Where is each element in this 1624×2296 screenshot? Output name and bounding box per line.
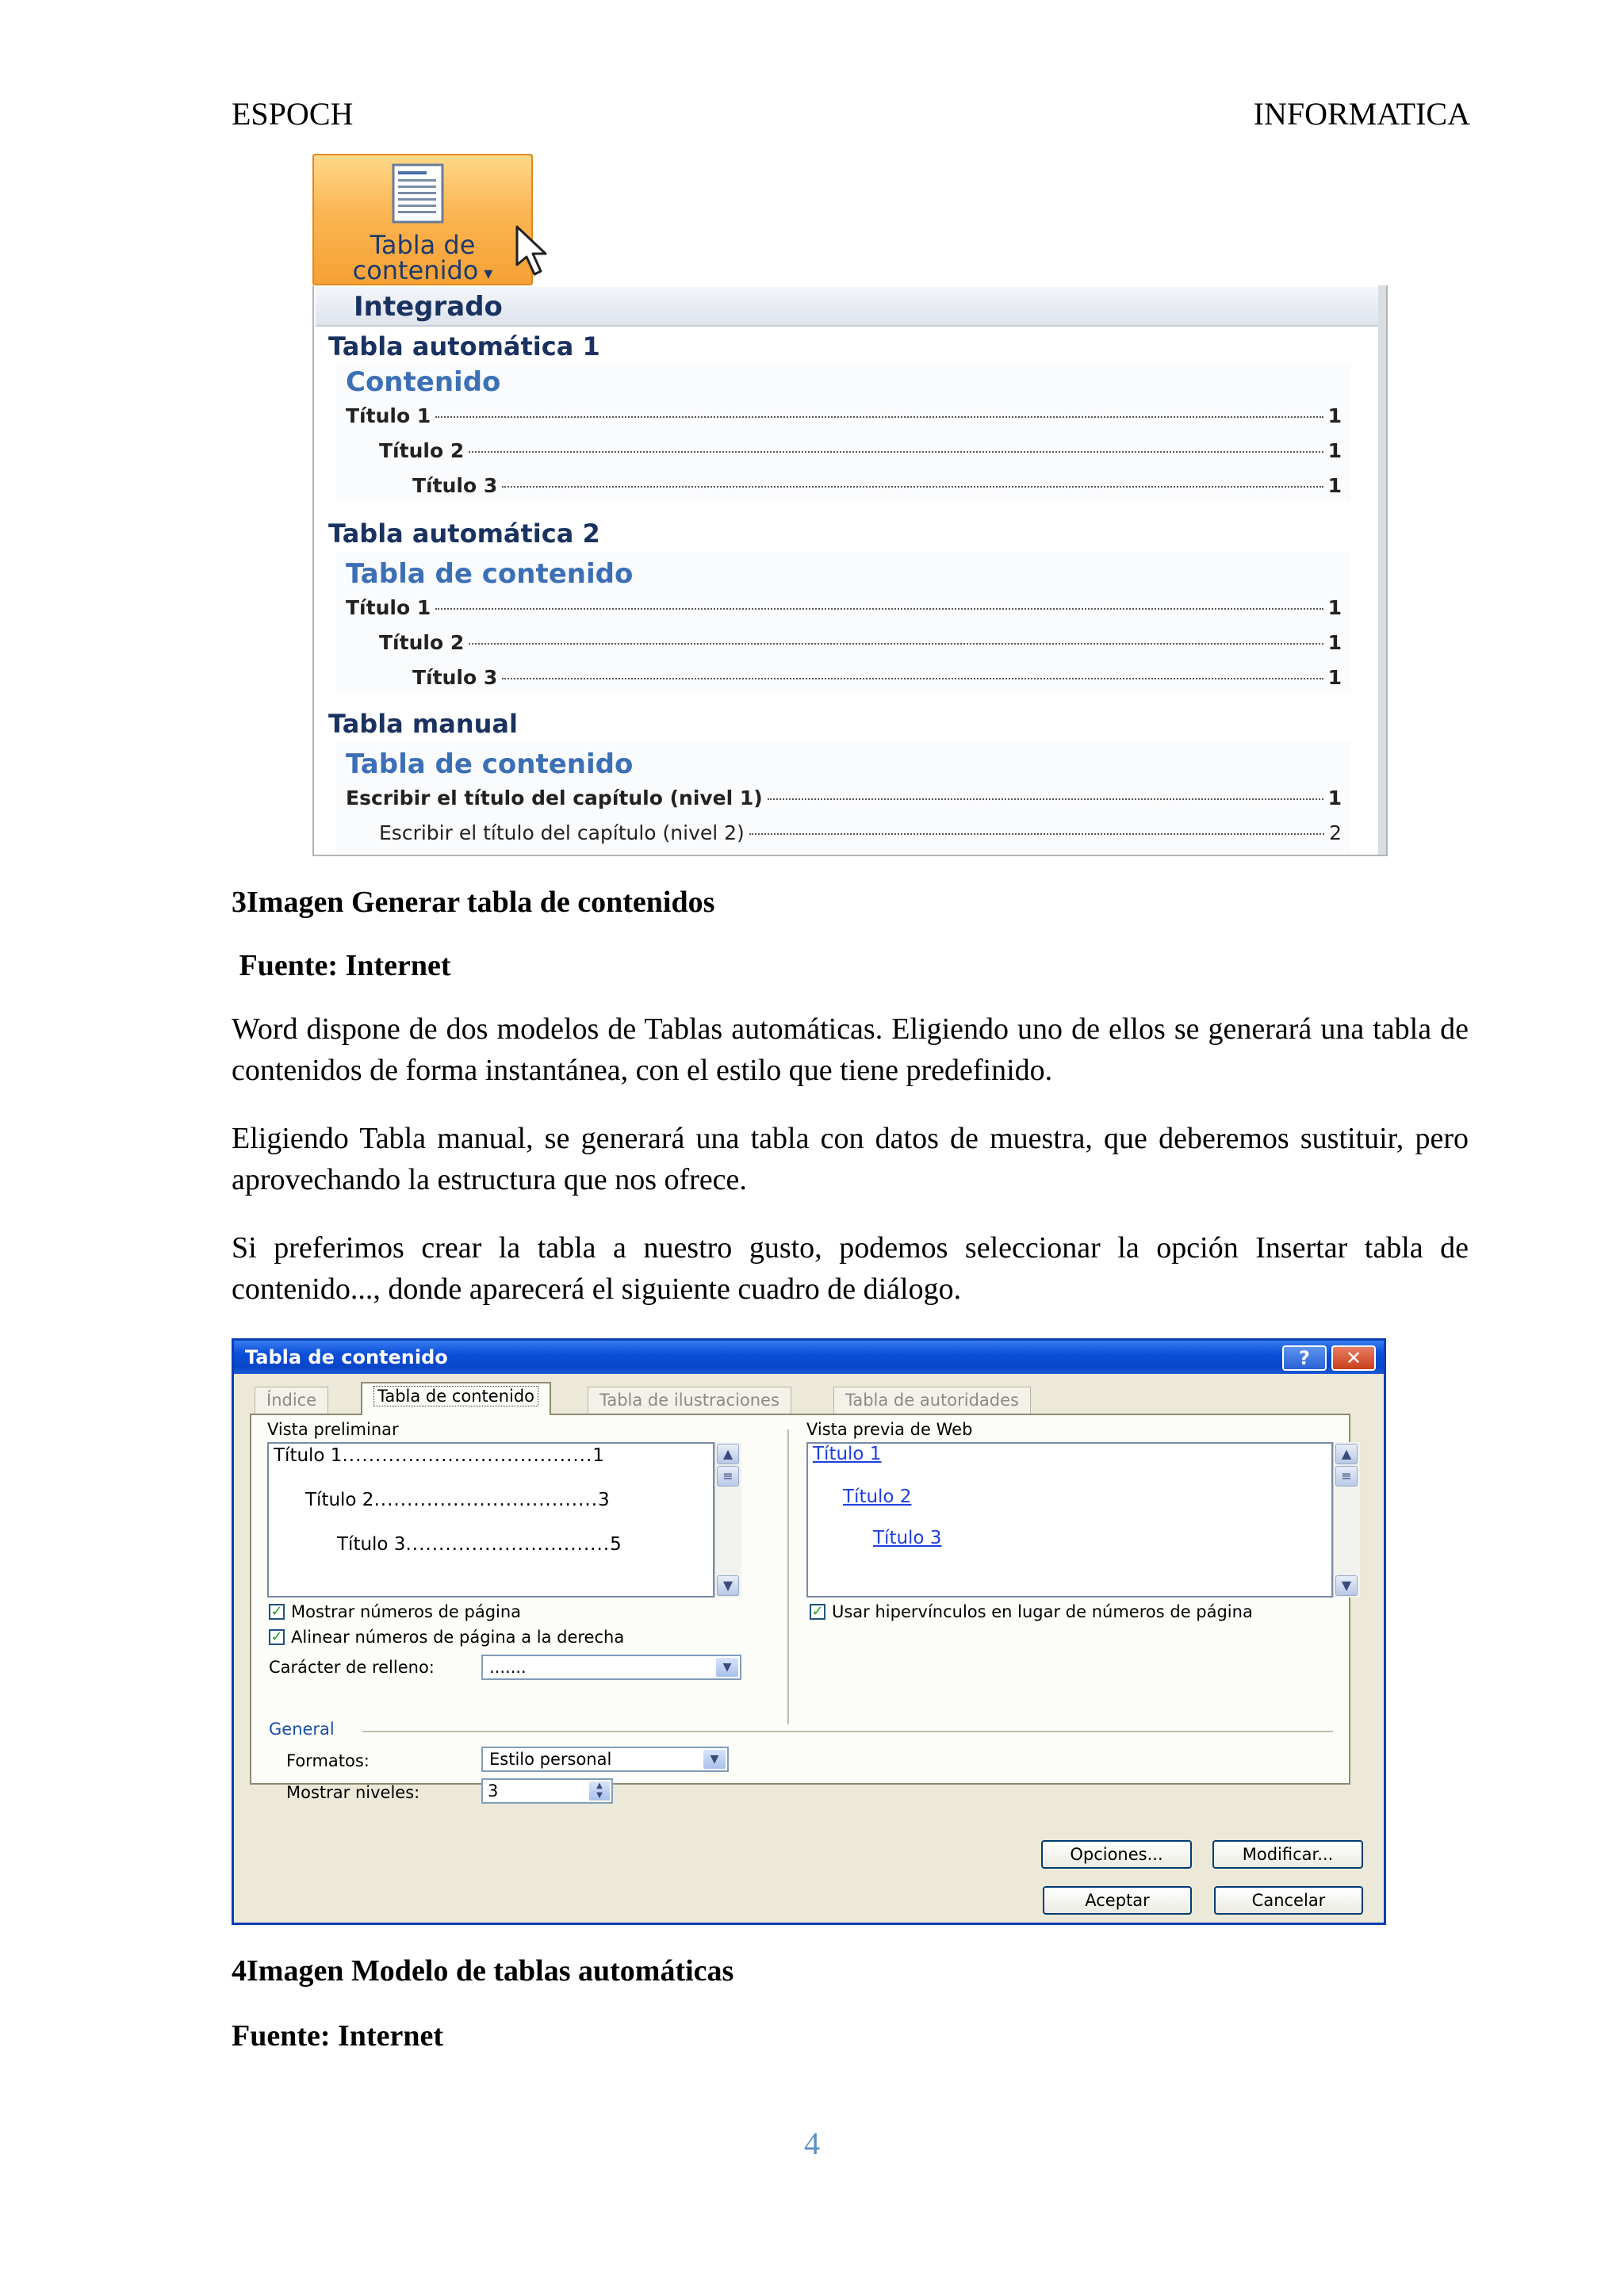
card-title: Tabla de contenido — [346, 558, 634, 590]
horizontal-divider — [362, 1731, 1333, 1732]
web-preview-scrollbar[interactable] — [1333, 1442, 1360, 1598]
scroll-thumb[interactable]: ≡ — [1335, 1466, 1358, 1487]
paragraph-3: Si preferimos crear la tabla a nuestro gusto, podemos seleccionar la opción Insertar tabla de contenido..., donde aparecerá el siguiente cuadro de diálogo. — [232, 1231, 1469, 1306]
web-preview-link[interactable]: Título 1 — [813, 1444, 882, 1464]
help-button[interactable]: ? — [1282, 1345, 1327, 1371]
toc-gallery — [312, 285, 1388, 856]
button-label-line2: contenido ▾ — [314, 257, 531, 288]
tab-authorities[interactable]: Tabla de autoridades — [833, 1387, 1031, 1414]
gallery-heading: Integrado — [316, 287, 1378, 327]
paragraph-1: Word dispone de dos modelos de Tablas automáticas. Eligiendo uno de ellos se generará una tabla de contenidos de forma instantánea, con el estilo que tiene predefinido. — [232, 1012, 1469, 1087]
caption-figure-3-source: Fuente: Internet — [232, 949, 451, 982]
modify-button[interactable]: Modificar... — [1212, 1840, 1363, 1869]
header-left: ESPOCH — [232, 96, 354, 132]
toc-dialog — [232, 1338, 1386, 1925]
show-levels-label: Mostrar niveles: — [286, 1783, 420, 1802]
tab-illustrations[interactable]: Tabla de ilustraciones — [588, 1387, 791, 1414]
show-page-numbers-label: Mostrar números de página — [291, 1602, 522, 1621]
preview-line: Título 2 .................................. 3 — [305, 1490, 610, 1510]
toc-line: Título 1 1 — [346, 404, 1342, 427]
preview-manual[interactable] — [336, 742, 1351, 856]
web-preview-link[interactable]: Título 3 — [873, 1528, 942, 1548]
tab-table-of-contents[interactable]: Tabla de contenido — [361, 1382, 551, 1415]
gallery-scrollbar[interactable] — [1378, 285, 1386, 855]
preview-automatic-2[interactable] — [336, 552, 1351, 695]
tab-leader-label: Carácter de relleno: — [269, 1658, 435, 1677]
page-number: 4 — [804, 2126, 820, 2161]
document-icon — [387, 163, 458, 224]
toc-line: Título 3 1 — [412, 666, 1342, 689]
header-right: INFORMATICA — [1253, 96, 1470, 132]
button-label-line1: Tabla de — [370, 230, 476, 260]
close-button[interactable]: ✕ — [1331, 1345, 1376, 1371]
general-group-label: General — [269, 1720, 335, 1739]
chevron-down-icon: ▼ — [703, 1750, 726, 1769]
dialog-titlebar: Tabla de contenido — [234, 1341, 1384, 1374]
scroll-up-icon[interactable]: ▲ — [717, 1444, 739, 1464]
card-title: Tabla de contenido — [346, 748, 634, 780]
align-right-label: Alinear números de página a la derecha — [291, 1628, 625, 1647]
toc-line: Título 2 1 — [379, 439, 1342, 462]
cancel-button[interactable]: Cancelar — [1214, 1886, 1363, 1915]
formats-label: Formatos: — [286, 1751, 370, 1770]
paragraph-2: Eligiendo Tabla manual, se generará una tabla con datos de muestra, que deberemos sustituir, pero aprovechando la estructura que nos ofrece. — [232, 1122, 1469, 1196]
spinner-arrows-icon[interactable]: ▲ ▼ — [589, 1781, 610, 1800]
vertical-divider — [787, 1429, 789, 1724]
show-page-numbers-checkbox[interactable]: ✓ — [269, 1604, 285, 1620]
web-preview-link[interactable]: Título 2 — [843, 1487, 912, 1507]
align-right-checkbox[interactable]: ✓ — [269, 1629, 285, 1645]
caption-figure-4-source: Fuente: Internet — [232, 2019, 443, 2053]
print-preview-label: Vista preliminar — [267, 1420, 399, 1439]
toc-line: Escribir el título del capítulo (nivel 1) 1 — [346, 786, 1342, 809]
table-of-contents-button[interactable] — [312, 154, 533, 285]
print-preview-box — [267, 1442, 714, 1598]
tab-index[interactable]: Índice — [255, 1387, 328, 1414]
use-hyperlinks-label: Usar hipervínculos en lugar de números de página — [832, 1602, 1253, 1621]
tab-leader-select[interactable]: ....... ▼ — [481, 1655, 741, 1680]
section-manual[interactable]: Tabla manual — [328, 709, 518, 739]
scroll-thumb[interactable]: ≡ — [717, 1466, 739, 1487]
toc-line: Título 2 1 — [379, 631, 1342, 654]
preview-line: Título 1 ...................................... 1 — [274, 1445, 604, 1466]
section-automatic-2[interactable]: Tabla automática 2 — [328, 519, 600, 549]
web-preview-label: Vista previa de Web — [806, 1420, 973, 1439]
web-preview-box — [806, 1442, 1333, 1598]
formats-select[interactable]: Estilo personal ▼ — [481, 1747, 729, 1772]
toc-line: Título 3 1 — [412, 474, 1342, 497]
show-levels-spinner[interactable]: 3 ▲ ▼ — [481, 1778, 613, 1804]
mouse-cursor-icon — [514, 225, 558, 277]
scroll-up-icon[interactable]: ▲ — [1335, 1444, 1358, 1464]
use-hyperlinks-checkbox[interactable]: ✓ — [810, 1604, 825, 1620]
preview-line: Título 3 ............................... 5 — [337, 1534, 622, 1555]
chevron-down-icon: ▼ — [716, 1658, 738, 1677]
options-button[interactable]: Opciones... — [1041, 1840, 1192, 1869]
card-title: Contenido — [346, 366, 501, 398]
ok-button[interactable]: Aceptar — [1043, 1886, 1192, 1915]
toc-line: Escribir el título del capítulo (nivel 2) 2 — [379, 821, 1342, 844]
scroll-down-icon[interactable]: ▼ — [1335, 1575, 1358, 1596]
tab-panel — [250, 1414, 1352, 1864]
caption-figure-4: 4Imagen Modelo de tablas automáticas — [232, 1954, 734, 1988]
section-automatic-1[interactable]: Tabla automática 1 — [328, 331, 600, 362]
preview-automatic-1[interactable] — [336, 363, 1351, 503]
print-preview-scrollbar[interactable] — [714, 1442, 741, 1598]
toc-line: Título 1 1 — [346, 596, 1342, 619]
scroll-down-icon[interactable]: ▼ — [717, 1575, 739, 1596]
caption-figure-3: 3Imagen Generar tabla de contenidos — [232, 886, 715, 919]
